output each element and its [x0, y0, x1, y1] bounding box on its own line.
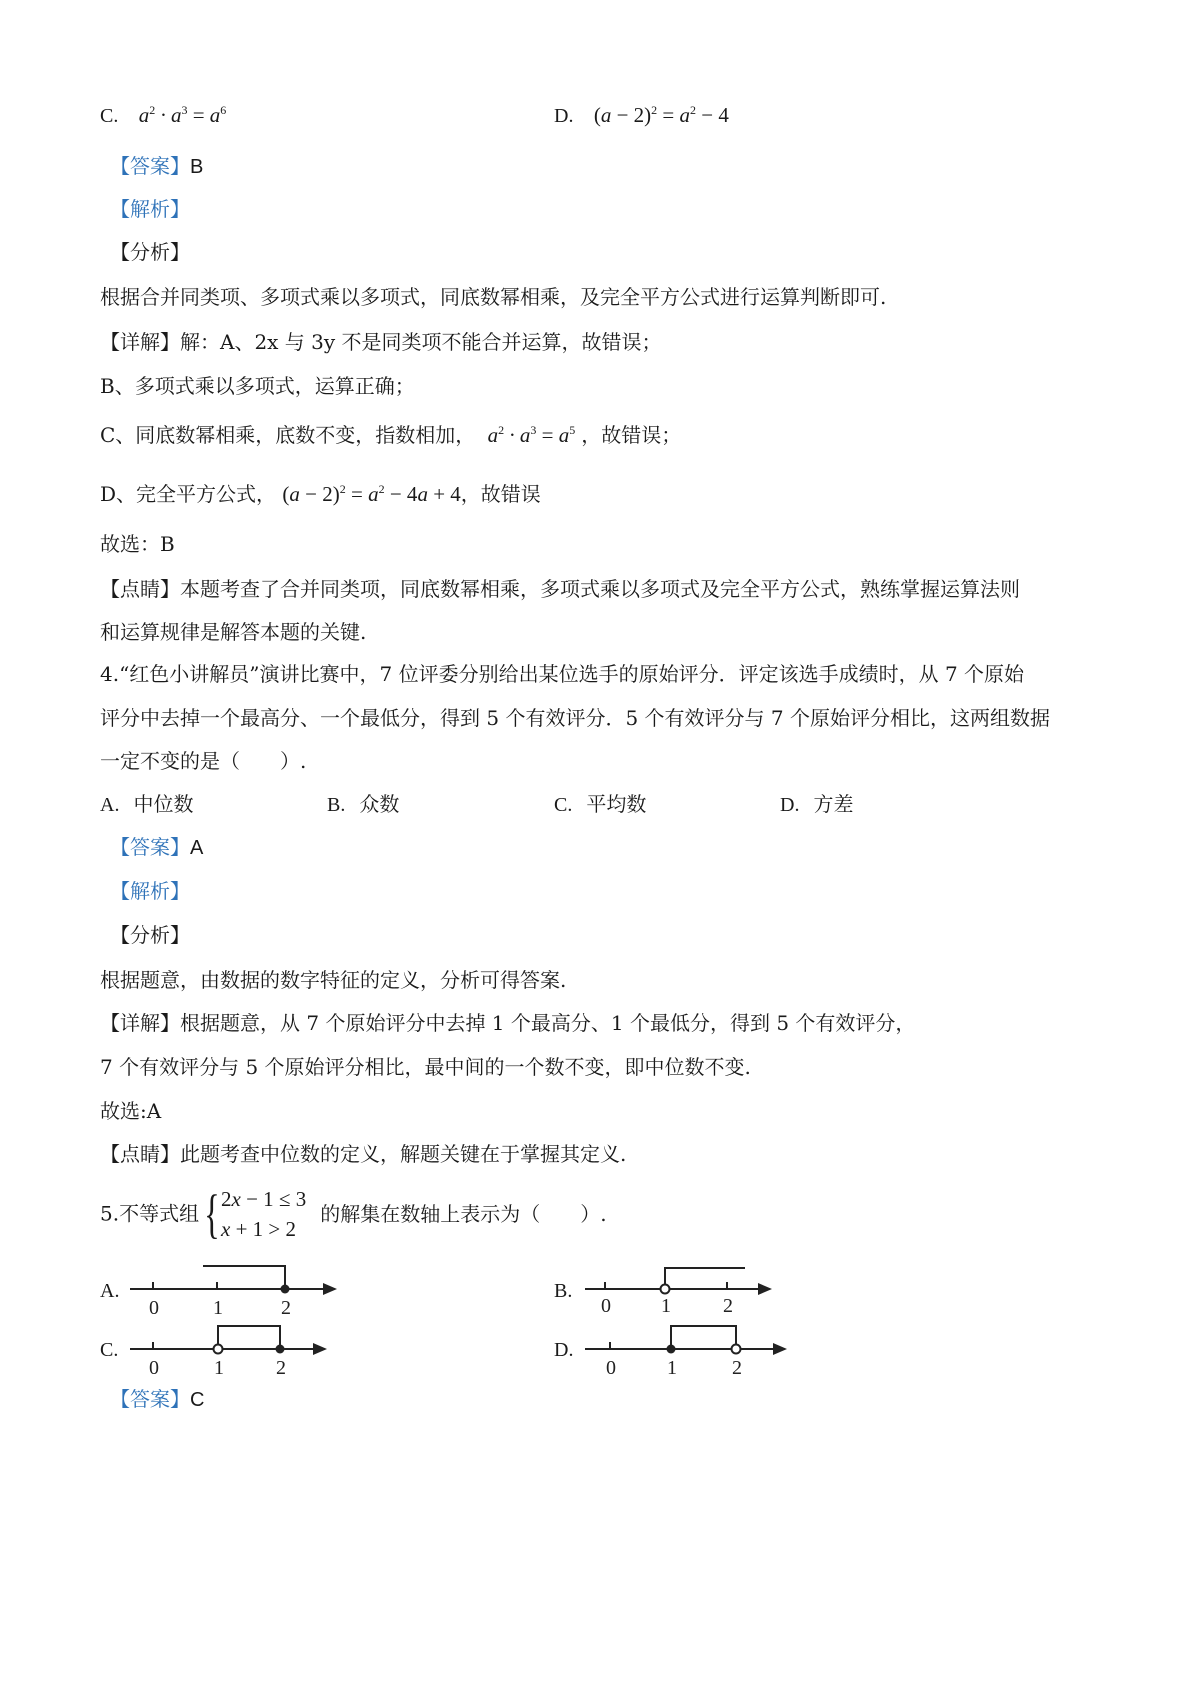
q5-option-d-label: D.: [554, 1339, 574, 1361]
tick-label: 0: [601, 1295, 611, 1317]
q5-option-c-label: C.: [100, 1339, 119, 1361]
option-text: 中位数: [133, 792, 194, 816]
q5-stem-prefix: 5.不等式组: [100, 1201, 200, 1226]
jiexi-tag: 【解析】: [110, 197, 190, 221]
tick-label: 1: [213, 1297, 223, 1319]
answer-tag: 【答案】: [110, 835, 190, 859]
tick-label: 2: [281, 1297, 291, 1319]
option-label: C.: [100, 105, 119, 127]
dianjing-text: 本题考查了合并同类项，同底数幂相乘，多项式乘以多项式及完全平方公式，熟练掌握运算法则: [180, 577, 1020, 601]
dianjing-line: [100, 1140, 626, 1168]
math-expression: $(a - 2)^2 = a^2 - 4a + 4$: [282, 482, 461, 506]
tick-label: 1: [667, 1357, 677, 1379]
inequality-system: [221, 1184, 306, 1244]
xiangjie-line: [100, 328, 662, 356]
xiangjie-tag: 【详解】: [100, 1011, 180, 1035]
q5-option-b-number-line: [580, 1258, 800, 1322]
jiexi-tag: 【解析】: [110, 879, 190, 903]
option-label: C.: [554, 794, 573, 816]
answer-line: [110, 1385, 204, 1414]
answer-tag: 【答案】: [110, 154, 190, 178]
answer-line: [110, 152, 203, 181]
explanation-c-suffix: ，故错误；: [581, 423, 682, 447]
explanation-b: B、多项式乘以多项式，运算正确；: [100, 374, 415, 398]
q4-option-b: [327, 790, 399, 819]
q3-option-d: [554, 101, 729, 130]
option-text: 方差: [813, 792, 854, 816]
math-expression: $a^2 \cdot a^3 = a^6$: [138, 103, 227, 127]
option-text: 众数: [359, 792, 400, 816]
dianjing-line-1: [100, 575, 1020, 603]
q5-option-b-label: B.: [554, 1280, 573, 1302]
fenxi-tag: 【分析】: [110, 923, 190, 947]
explanation-d-text: D、完全平方公式，: [100, 482, 277, 506]
fenxi-tag: 【分析】: [110, 240, 190, 264]
inequality-1: 2x − 1 ≤ 3: [221, 1186, 307, 1211]
answer-value: B: [190, 156, 204, 178]
answer-value: C: [190, 1389, 205, 1411]
q4-stem-2: 评分中去掉一个最高分、一个最低分，得到 5 个有效评分．5 个有效评分与 7 个原始评分相比，这两组数据: [100, 706, 1050, 730]
q4-option-d: [780, 790, 853, 819]
tick-label: 0: [606, 1357, 616, 1379]
math-expression: $(a - 2)^2 = a^2 - 4$: [593, 103, 729, 127]
dianjing-tag: 【点睛】: [100, 1142, 180, 1166]
math-expression: $a^2 \cdot a^3 = a^5$: [487, 423, 576, 447]
q5-stem: [100, 1182, 607, 1244]
option-label: D.: [554, 105, 574, 127]
q5-option-c-number-line: [125, 1318, 345, 1382]
explanation-d: [100, 480, 541, 508]
brace-glyph: {: [204, 1183, 220, 1244]
answer-line: [110, 833, 203, 862]
tick-label: 0: [149, 1357, 159, 1379]
q5-stem-suffix: 的解集在数轴上表示为（ ）.: [320, 1201, 607, 1226]
dianjing-text: 此题考查中位数的定义，解题关键在于掌握其定义.: [180, 1142, 627, 1166]
fenxi-text: 根据合并同类项、多项式乘以多项式，同底数幂相乘，及完全平方公式进行运算判断即可.: [100, 285, 887, 309]
q5-option-a-number-line: [125, 1258, 345, 1322]
dianjing-tag: 【点睛】: [100, 577, 180, 601]
xiangjie-line: [100, 1009, 915, 1037]
q3-option-c: [100, 101, 226, 130]
dianjing-line-2: 和运算规律是解答本题的关键.: [100, 620, 367, 644]
answer-tag: 【答案】: [110, 1387, 190, 1411]
guxuan-line: 故选：B: [100, 532, 175, 556]
q5-option-a-label: A.: [100, 1280, 120, 1302]
tick-label: 2: [723, 1295, 733, 1317]
q4-stem-1: 4.“红色小讲解员”演讲比赛中，7 位评委分别给出某位选手的原始评分．评定该选手成绩时，从 7 个原始: [100, 662, 1025, 686]
explanation-c: [100, 421, 681, 449]
option-label: D.: [780, 794, 800, 816]
explanation-c-text: C、同底数幂相乘，底数不变，指数相加，: [100, 423, 476, 447]
tick-label: 0: [149, 1297, 159, 1319]
xiangjie-text: 解：A、2x 与 3y 不是同类项不能合并运算，故错误；: [180, 330, 662, 354]
tick-label: 2: [276, 1357, 286, 1379]
tick-label: 1: [214, 1357, 224, 1379]
tick-label: 1: [661, 1295, 671, 1317]
option-label: A.: [100, 794, 120, 816]
xiangjie-text: 根据题意，从 7 个原始评分中去掉 1 个最高分、1 个最低分，得到 5 个有效评分，: [180, 1011, 916, 1035]
q4-option-c: [554, 790, 646, 819]
option-text: 平均数: [586, 792, 647, 816]
xiangjie-line-2: 7 个有效评分与 5 个原始评分相比，最中间的一个数不变，即中位数不变.: [100, 1055, 751, 1079]
q5-option-d-number-line: [580, 1318, 800, 1382]
tick-label: 2: [732, 1357, 742, 1379]
inequality-2: x + 1 > 2: [221, 1216, 297, 1241]
fenxi-text: 根据题意，由数据的数字特征的定义，分析可得答案.: [100, 968, 567, 992]
q4-stem-3: 一定不变的是（ ）.: [100, 749, 307, 773]
answer-value: A: [190, 837, 204, 859]
xiangjie-tag: 【详解】: [100, 330, 180, 354]
guxuan-line: 故选:A: [100, 1099, 162, 1123]
q4-option-a: [100, 790, 193, 819]
option-label: B.: [327, 794, 346, 816]
explanation-d-suffix: ，故错误: [460, 482, 541, 506]
